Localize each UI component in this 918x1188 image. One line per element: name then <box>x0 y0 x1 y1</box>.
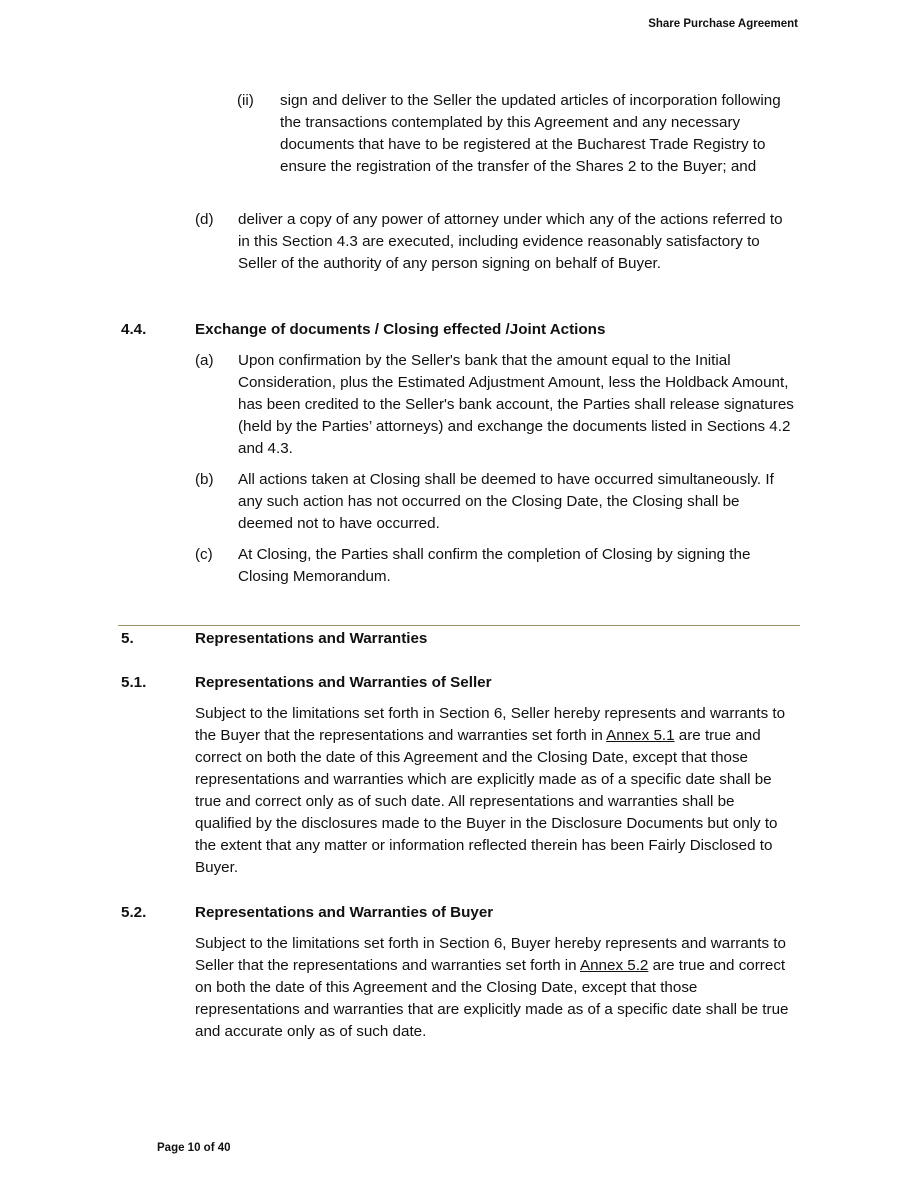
item-label-b: (b) <box>195 471 214 488</box>
section-number-4-4: 4.4. <box>121 321 147 338</box>
section-heading-5-1: Representations and Warranties of Seller <box>195 674 492 691</box>
paragraph-5-1-text-before: Subject to the limitations set forth in Section 6, Seller hereby represents and warrants to the Buyer that the representations and warranties set forth in <box>195 705 786 744</box>
item-label-d: (d) <box>195 211 214 228</box>
item-text-ii: sign and deliver to the Seller the updated articles of incorporation following the transactions contemplated by this Agreement and any necessary documents that have to be registered at the Bucharest Trade Registry to ensure the registration of the transfer of the Shares 2 to the Buyer; and <box>280 92 781 175</box>
section-number-5: 5. <box>121 630 134 647</box>
item-label-c: (c) <box>195 546 213 563</box>
section-heading-5-2: Representations and Warranties of Buyer <box>195 904 494 921</box>
paragraph-5-1-text-after: are true and correct on both the date of this Agreement and the Closing Date, except that those representations and warranties which are explicitly made as of a specific date shall be true and correct only as of such date. All representations and warranties shall be qualified by the disclosures made to the Buyer in the Disclosure Documents but only to the extent that any matter or information reflected therein has been Fairly Disclosed to Buyer. <box>195 727 778 876</box>
paragraph-5-2 <box>195 933 793 1043</box>
item-label-a: (a) <box>195 352 214 369</box>
paragraph-5-1 <box>195 703 790 879</box>
section-heading-5: Representations and Warranties <box>195 630 428 647</box>
section-heading-4-4: Exchange of documents / Closing effected /Joint Actions <box>195 321 606 338</box>
document-header-title: Share Purchase Agreement <box>648 18 798 30</box>
paragraph-5-2-text-after: are true and correct on both the date of this Agreement and the Closing Date, except that those representations and warranties that are explicitly made as of a specific date shall be true and accurate only as of such date. <box>195 957 789 1040</box>
section-number-5-1: 5.1. <box>121 674 147 691</box>
item-label-ii: (ii) <box>237 92 254 109</box>
item-text-a: Upon confirmation by the Seller's bank that the amount equal to the Initial Consideration, plus the Estimated Adjustment Amount, less the Holdback Amount, has been credited to the Seller's bank account, the Parties shall release signatures (held by the Parties’ attorneys) and exchange the documents listed in Sections 4.2 and 4.3. <box>238 352 794 457</box>
item-text-d: deliver a copy of any power of attorney under which any of the actions referred to in this Section 4.3 are executed, including evidence reasonably satisfactory to Seller of the authority of any person signing on behalf of Buyer. <box>238 211 783 272</box>
item-text-b: All actions taken at Closing shall be deemed to have occurred simultaneously. If any such action has not occurred on the Closing Date, the Closing shall be deemed not to have occurred. <box>238 471 774 532</box>
annex-5-1-reference: Annex 5.1 <box>606 727 675 744</box>
section-number-5-2: 5.2. <box>121 904 147 921</box>
annex-5-2-reference: Annex 5.2 <box>579 957 649 974</box>
page-number: Page 10 of 40 <box>157 1142 231 1154</box>
paragraph-5-2-text-before: Subject to the limitations set forth in Section 6, Buyer hereby represents and warrants to Seller that the representations and warranties set forth in <box>195 935 786 974</box>
section-divider <box>118 625 800 626</box>
item-text-c: At Closing, the Parties shall confirm the completion of Closing by signing the Closing Memorandum. <box>238 546 751 585</box>
